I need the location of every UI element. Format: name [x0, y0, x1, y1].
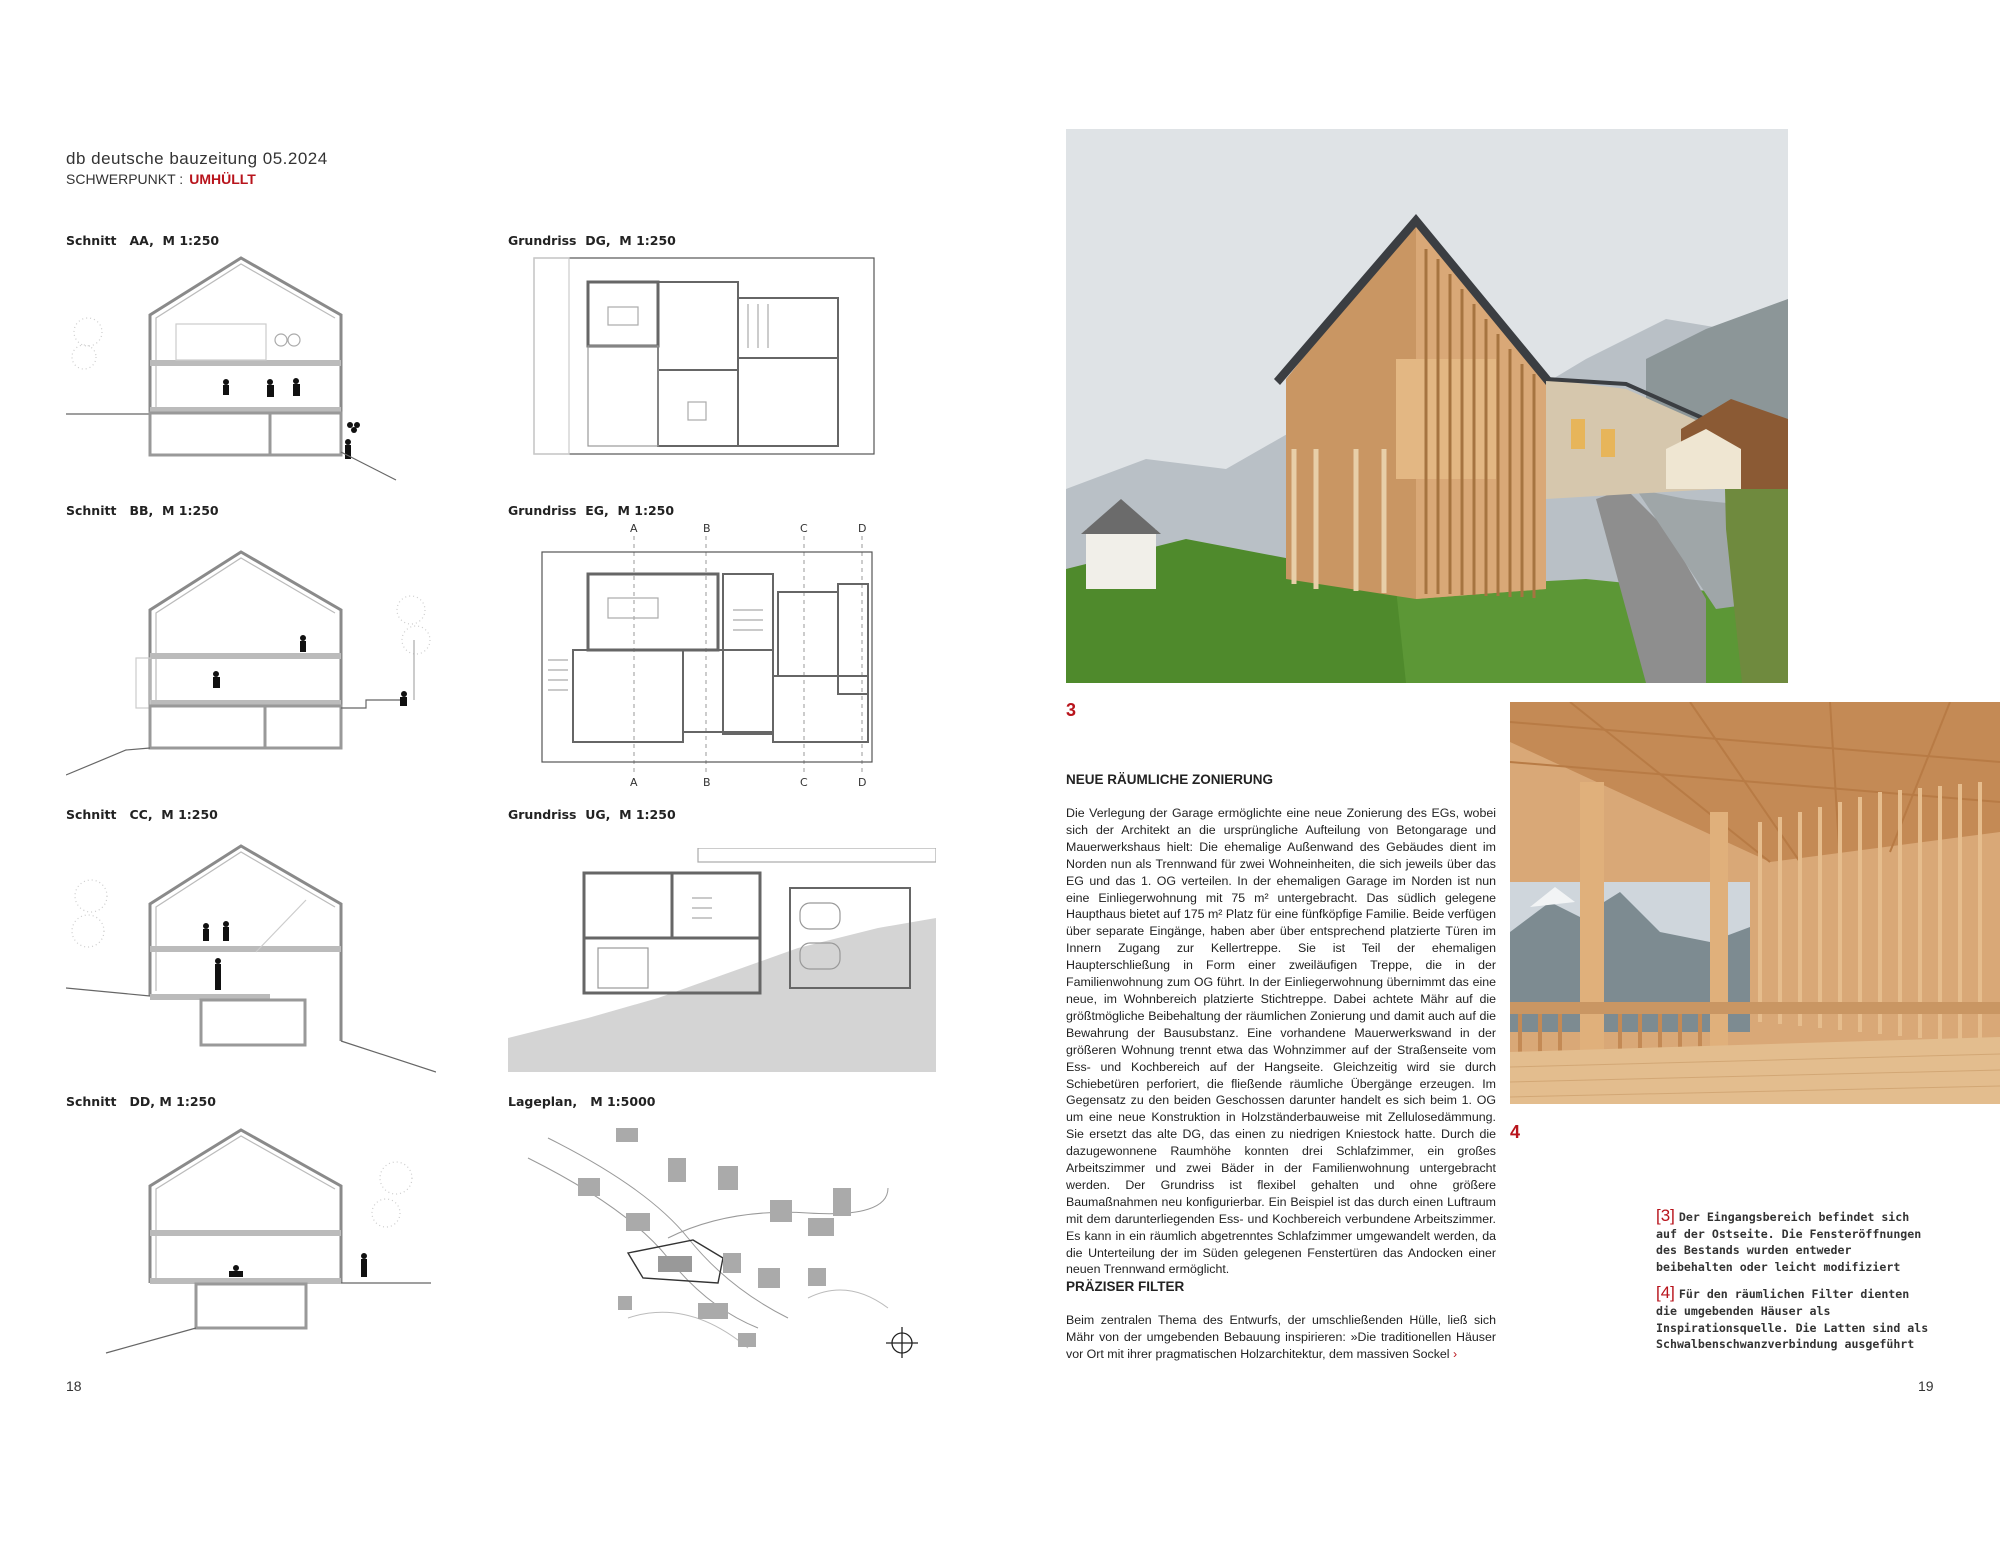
caption-3-text: Der Eingangsbereich befindet sich auf der Ostseite. Die Fensteröffnungen des Bestands wurden entweder beibehalten oder leicht modifiziert: [1656, 1210, 1922, 1274]
mark-a-bottom: A: [630, 776, 638, 789]
paragraph-2-text: Beim zentralen Thema des Entwurfs, der umschließenden Hülle, ließ sich Mähr von der umgebenden Bebauung inspirieren: »Die traditionellen Häuser vor Ort mit ihrer pragmatischen Holzarchitektur, dem massiven Sockel: [1066, 1313, 1496, 1361]
label-schnitt-aa: Schnitt AA, M 1:250: [66, 233, 220, 248]
photo-loggia-interior: [1510, 702, 2000, 1104]
mark-b-bottom: B: [703, 776, 711, 789]
section-cc-drawing: [66, 836, 436, 1076]
page-number-right: 19: [1918, 1378, 1934, 1394]
continue-arrow-icon: ›: [1453, 1346, 1458, 1361]
figure-number-3: 3: [1066, 700, 1077, 720]
page-number-left: 18: [66, 1378, 82, 1394]
section-rubric: [66, 171, 256, 187]
caption-4: [1656, 1285, 1934, 1352]
caption-3: [1656, 1208, 1934, 1275]
label-grundriss-dg: Grundriss DG, M 1:250: [508, 233, 676, 248]
masthead: db deutsche bauzeitung 05.2024: [66, 149, 328, 168]
section-bb-drawing: [66, 540, 436, 780]
floorplan-ug-drawing: [508, 848, 936, 1072]
caption-4-text: Für den räumlichen Filter dienten die umgebenden Häuser als Inspirationsquelle. Die Latten sind als Schwalbenschwanzverbindung ausgeführt: [1656, 1287, 1929, 1352]
article-heading-filter: PRÄZISER FILTER: [1066, 1279, 1185, 1294]
caption-4-number: [4]: [1656, 1283, 1675, 1303]
label-grundriss-eg: Grundriss EG, M 1:250: [508, 503, 675, 518]
caption-3-number: [3]: [1656, 1206, 1675, 1225]
photo-captions: [1656, 1208, 1934, 1363]
article-heading-zonierung: NEUE RÄUMLICHE ZONIERUNG: [1066, 772, 1274, 787]
mark-c-top: C: [800, 522, 808, 535]
section-aa-drawing: [66, 252, 436, 482]
section-dd-drawing: [66, 1118, 436, 1358]
section-accent: UMHÜLLT: [189, 171, 256, 187]
mark-b-top: B: [703, 522, 711, 535]
label-lageplan: Lageplan, M 1:5000: [508, 1094, 656, 1109]
mark-d-top: D: [858, 522, 867, 535]
photo-house-exterior: [1066, 129, 1788, 683]
mark-c-bottom: C: [800, 776, 808, 789]
site-plan-drawing: [508, 1118, 938, 1358]
section-label: SCHWERPUNKT :: [66, 171, 184, 187]
floorplan-eg-drawing: [508, 520, 898, 790]
label-grundriss-ug: Grundriss UG, M 1:250: [508, 807, 676, 822]
mark-d-bottom: D: [858, 776, 867, 789]
floorplan-dg-drawing: [508, 252, 898, 462]
article-paragraph-2: [1066, 1312, 1496, 1363]
figure-number-4: 4: [1510, 1122, 1521, 1142]
label-schnitt-bb: Schnitt BB, M 1:250: [66, 503, 219, 518]
label-schnitt-dd: Schnitt DD, M 1:250: [66, 1094, 216, 1109]
label-schnitt-cc: Schnitt CC, M 1:250: [66, 807, 218, 822]
mark-a-top: A: [630, 522, 638, 535]
article-paragraph-1: Die Verlegung der Garage ermöglichte eine neue Zonierung des EGs, wobei sich der Architekt an die ursprüngliche Aufteilung von Betongarage und Mauerwerkshaus hielt: Die ehemalige Außenwand des Gebäudes dient im Norden nun als Trennwand für zwei Wohneinheiten, die sich jeweils über das EG und das 1. OG verteilen. In der ehemaligen Garage im Norden ist nun eine Einliegerwohnung mit 75 m² untergebracht. Das südlich gelegene Haupthaus bietet auf 175 m² Platz für eine fünfköpfige Familie. Beide verfügen über separate Eingänge, haben aber über entsprechend platzierte Türen im Innern Zugang zur Kellertreppe. Sie ist Teil der ehemaligen Haupterschließung in Form einer zweiläufigen Treppe, die in der Familienwohnung zum OG führt. In der Einliegerwohnung übernimmt das eine neue, im Wohnbereich platzierte Stichtreppe. Dabei achtete Mähr auf die größtmögliche Beibehaltung der räumlichen Zonierung und damit auch auf die Bewahrung der Bausubstanz. Eine vorhandene Mauerwerkswand in der größeren Wohnung trennt etwa das Wohnzimmer auf der Straßenseite vom Ess- und Kochbereich auf der Hangseite. Gleichzeitig wird sie durch Schiebetüren perforiert, die fließende räumliche Übergänge erzeugen. Im Gegensatz zu den beiden Geschossen darunter handelt es sich beim 1. OG um eine neue Konstruktion in Holzständerbauweise mit Zellulosedämmung. Sie ersetzt das alte DG, das einen zu niedrigen Kniestock hatte. Durch die dazugewonnene Raumhöhe konnten drei Schlafzimmer, ein großes Arbeitszimmer und zwei Bäder in der Familienwohnung untergebracht werden. Der Grundriss ist flexibel gehalten und ohne größere Baumaßnahmen neu konfigurierbar. Ein Beispiel ist das durch einen Luftraum mit dem darunterliegenden Ess- und Kochbereich verbundene Arbeitszimmer. Es kann in ein räumlich abgetrenntes Schlafzimmer umgewandelt werden, da die Unterteilung der im Süden gelegenen Fenstertüren das Andocken einer neuen Trennwand ermöglicht.: [1066, 806, 1496, 1277]
